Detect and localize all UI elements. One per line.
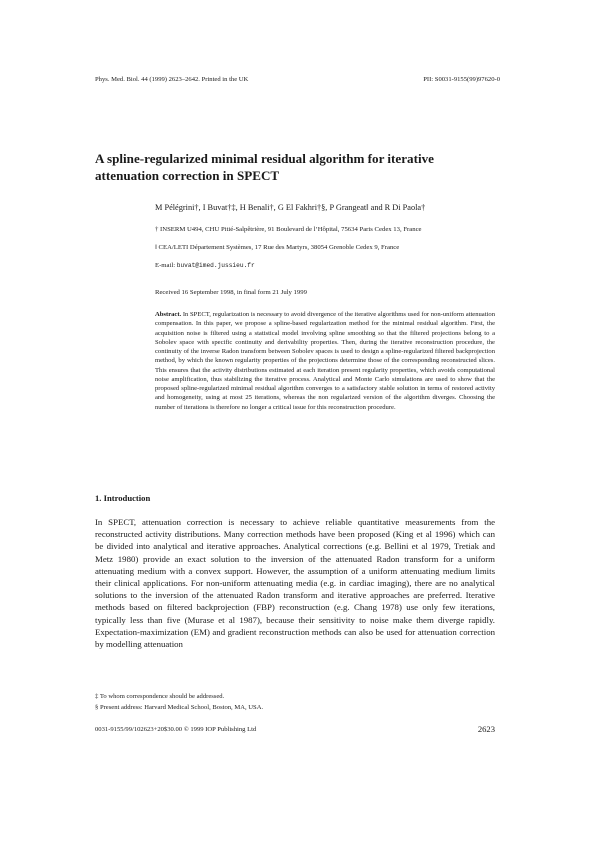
section-heading: 1. Introduction: [95, 493, 151, 503]
email-label: E-mail:: [155, 262, 176, 269]
footnote-present-address: § Present address: Harvard Medical School, Boston, MA, USA.: [95, 704, 264, 711]
abstract-text: In SPECT, regularization is necessary to avoid divergence of the iterative algorithms used for non-uniform attenuation compensation. In this paper, we propose a spline-based regularization method for the minimal residual algorithm. First, the acquisition noise is filtered using a statistical model involving spline smoothing so that the filtered projections belong to a Sobolev space with specific continuity and derivability properties. Then, during the iterative reconstruction procedure, the continuity of the inverse Radon transform between Sobolev spaces is used to design a spline-regularized filtered backprojection method, by which the known regularity properties of the projections determine those of the corresponding reconstructed slices. This ensures that the activity distributions estimated at each iteration present regularity properties, which avoids computational noise amplification, thus stabilizing the iterative process. Analytical and Monte Carlo simulations are used to show that the proposed spline-regularized minimal residual algorithm converges to a satisfactory stable solution in terms of restored activity and homogeneity, using at most 25 iterations, whereas the non regularized version of the algorithm diverges. Choosing the number of iterations is therefore no longer a critical issue for this reconstruction procedure.: [155, 311, 495, 411]
abstract: [155, 310, 495, 412]
affiliation-2: ‖ CEA/LETI Département Systèmes, 17 Rue des Martyrs, 38054 Grenoble Cedex 9, France: [155, 244, 400, 251]
footnote-correspondence: ‡ To whom correspondence should be addressed.: [95, 693, 225, 700]
journal-header: Phys. Med. Biol. 44 (1999) 2623–2642. Printed in the UK: [95, 76, 249, 83]
abstract-label: Abstract.: [155, 311, 182, 318]
received-dates: Received 16 September 1998, in final form 21 July 1999: [155, 289, 307, 296]
email-line: [155, 262, 255, 269]
affiliation-1: † INSERM U494, CHU Pitié-Salpêtrière, 91 Boulevard de l’Hôpital, 75634 Paris Cedex 13, France: [155, 226, 422, 233]
email-address: buvat@imed.jussieu.fr: [176, 262, 255, 269]
paper-title: A spline-regularized minimal residual algorithm for iterative attenuation correction in SPECT: [95, 151, 434, 183]
author-list: M Pélégrini†, I Buvat†‡, H Benali†, G El Fakhri†§, P Grangeat‖ and R Di Paola†: [155, 203, 426, 212]
pii-header: PII: S0031-9155(99)97620-0: [423, 76, 500, 83]
body-text: [95, 516, 495, 650]
page-number: 2623: [477, 724, 495, 734]
copyright-line: 0031-9155/99/102623+20$30.00 © 1999 IOP Publishing Ltd: [95, 726, 257, 733]
intro-paragraph: In SPECT, attenuation correction is necessary to achieve reliable quantitative measurements from the reconstructed activity distributions. Many correction methods have been proposed (King et al 1996) which can be divided into analytical and iterative approaches. Analytical corrections (e.g. Bellini et al 1979, Tretiak and Metz 1980) provide an exact solution to the inversion of the attenuated Radon transform for a uniform attenuating medium with a convex support. However, the assumption of a uniform attenuating medium limits their clinical applications. For non-uniform attenuating media (e.g. in cardiac imaging), there are no analytical solutions to the inversion of the attenuated Radon transform and iterative approaches are preferred. Iterative methods based on filtered backprojection (FBP) reconstruction (e.g. Chang 1978) use only few iterations, typically less than five (Murase et al 1987), because their sensitivity to noise make them diverge rapidly. Expectation-maximization (EM) and gradient reconstruction methods can also be used for attenuation correction by modelling attenuation: [95, 517, 495, 650]
